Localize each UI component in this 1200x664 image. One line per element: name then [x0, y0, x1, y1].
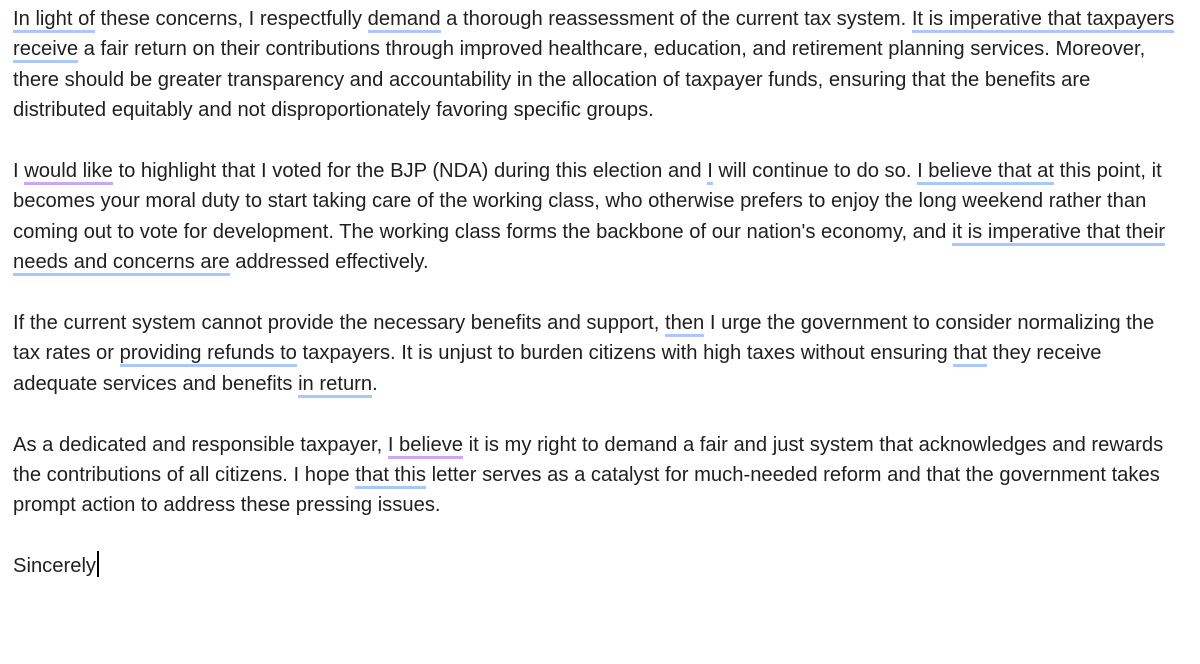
text-run: As a dedicated and responsible taxpayer, — [13, 433, 388, 456]
suggestion-underline-blue[interactable]: providing refunds to — [120, 342, 297, 367]
text-run: I urge the government to consider normalizing the tax rates or — [13, 312, 1155, 365]
suggestion-underline-blue[interactable]: then — [665, 312, 704, 337]
text-run: a thorough reassessment of the current tax system. — [440, 8, 912, 30]
suggestion-underline-blue[interactable]: I believe that at — [917, 160, 1054, 185]
paragraph[interactable] — [13, 4, 1183, 126]
suggestion-underline-purple[interactable]: would like — [24, 160, 113, 185]
suggestion-underline-blue[interactable]: that — [953, 342, 987, 367]
suggestion-underline-blue[interactable]: it is imperative that their needs and concerns are — [13, 221, 1165, 276]
text-run: I — [13, 160, 25, 183]
suggestion-underline-blue[interactable]: in return — [298, 373, 372, 398]
text-run: Sincerely — [13, 555, 97, 578]
paragraph[interactable] — [13, 156, 1183, 278]
text-run: this point, it becomes your moral duty to start taking care of the working class, who otherwise prefers to enjoy the long weekend rather than coming out to vote for development. The working class forms the backbone of our nation's economy, and — [13, 160, 1162, 243]
signoff-paragraph[interactable] — [13, 551, 1183, 581]
suggestion-underline-blue[interactable]: It is imperative that taxpayers receive — [13, 8, 1174, 63]
document-body[interactable] — [13, 4, 1183, 582]
suggestion-underline-blue[interactable]: I — [707, 160, 713, 185]
paragraph[interactable] — [13, 430, 1183, 521]
suggestion-underline-purple[interactable]: I believe — [388, 434, 463, 459]
text-run: If the current system cannot provide the necessary benefits and support, — [13, 312, 665, 335]
text-run: it is my right to demand a fair and just system that acknowledges and rewards the contributions of all citizens. I hope — [13, 433, 1164, 487]
text-run: will continue to do so. — [712, 160, 918, 183]
text-run: they receive adequate services and benefits — [13, 342, 1102, 395]
suggestion-underline-blue[interactable]: that this — [355, 464, 426, 489]
text-run: these concerns, I respectfully — [94, 8, 368, 30]
text-run: taxpayers. It is unjust to burden citizens with high taxes without ensuring — [296, 342, 954, 365]
text-run: addressed effectively. — [229, 251, 429, 274]
text-cursor — [97, 551, 99, 577]
text-run: to highlight that I voted for the BJP (NDA) during this election and — [112, 160, 708, 183]
suggestion-underline-blue[interactable]: demand — [368, 8, 441, 33]
suggestion-underline-blue[interactable]: In light of — [13, 8, 95, 33]
text-run: . — [372, 372, 378, 395]
text-run: letter serves as a catalyst for much-needed reform and that the government takes prompt action to address these pressing issues. — [13, 464, 1160, 517]
paragraph[interactable] — [13, 308, 1183, 399]
text-run: a fair return on their contributions through improved healthcare, education, and retirement planning services. Moreover, there should be greater transparency and accountability in the allocation of taxpayer funds, ensuring that the benefits are distributed equitably and not disproportionately favoring specific groups. — [13, 38, 1146, 122]
